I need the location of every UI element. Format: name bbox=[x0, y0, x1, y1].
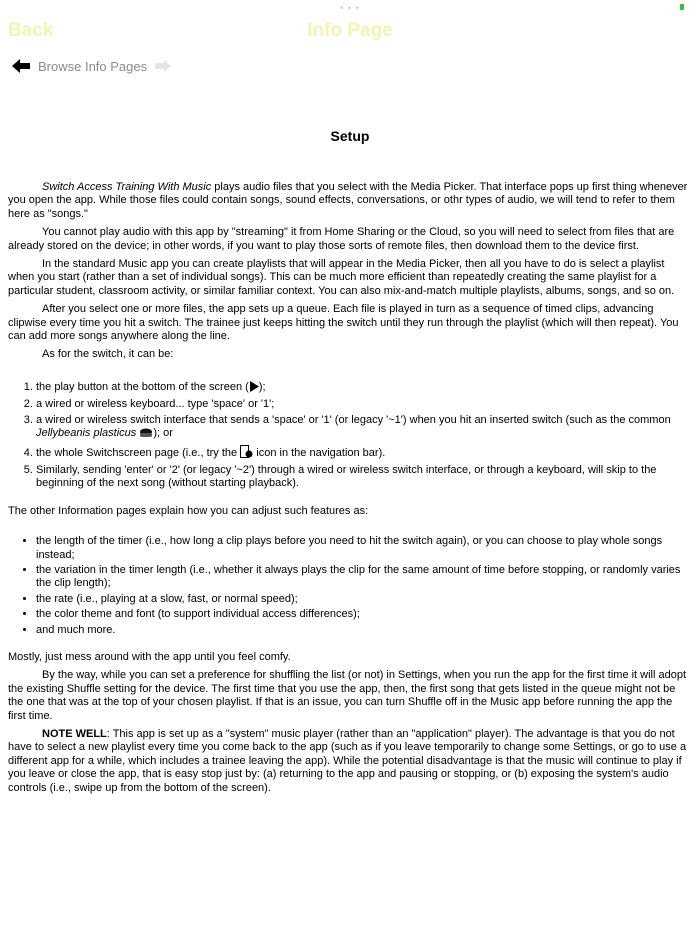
list-item: • the variation in the timer length (i.e., whether it always plays the clip for the same amount of time before stopping, or randomly varies the clip length); bbox=[36, 564, 692, 591]
nav-title: Info Page bbox=[307, 20, 393, 41]
arrow-right-icon[interactable] bbox=[155, 60, 171, 72]
switchscreen-icon bbox=[240, 445, 253, 462]
info-page-content bbox=[8, 128, 692, 800]
nav-back-button[interactable]: Back bbox=[8, 20, 54, 41]
note-well-paragraph: NOTE WELL: This app is set up as a "system" music player (rather than an "application" player). The advantage is that you do not have to select a new playlist every time you come back to the app (such as if you leave temporarily to change some Settings, or go to use a different app for a while, which includes a trainee leaving the app). While the potential disadvantage is that the music will continue to play if you leave or close the app, that is easy stop just by: (a) returning to the app and pausing or stopping, or (b) exposing the system's audio controls (i.e., swipe up from the bottom of the screen). bbox=[8, 728, 687, 794]
mostly-paragraph: Mostly, just mess around with the app until you feel comfy. bbox=[8, 650, 291, 663]
queue-paragraph: After you select one or more files, the app sets up a queue. Each file is played in turn as a sequence of timed clips, advancing clipwise every time you hit a switch. The trainee just keeps hitting the switch until they run through the playlist (which will then repeat). You can add more songs anywhere along the line. bbox=[8, 303, 679, 343]
list-item: 4. the whole Switchscreen page (i.e., try the icon in the navigation bar). bbox=[36, 445, 692, 462]
list-item: 2. a wired or wireless keyboard... type 'space' or '1'; bbox=[36, 398, 692, 411]
intro-paragraph: Switch Access Training With Music plays audio files that you select with the Media Picker. That interface pops up first thing whenever you open the app. While those files could contain songs, sound effects, conversations, or othr types of audio, we will tend to refer to them here as "songs." bbox=[8, 181, 688, 220]
note-well-label: NOTE WELL bbox=[42, 728, 107, 740]
switch-options-list bbox=[8, 381, 692, 491]
jellybean-switch-icon bbox=[139, 428, 153, 442]
list-item: • and much more. bbox=[36, 624, 692, 637]
shuffle-paragraph: By the way, while you can set a preference for shuffling the list (or not) in Settings, when you run the app for the first time it will adopt the existing Shuffle setting for the device. The first time that you use the app, then, the first song that gets listed in the queue might not be the one that was at the top of your chosen playlist. If that is an issue, you can turn Shuffle off in the Music app before running the app the first time. bbox=[8, 669, 687, 722]
status-bar-dots: • • • bbox=[340, 3, 360, 13]
streaming-paragraph: You cannot play audio with this app by "streaming" it from Home Sharing or the Cloud, so you will need to select from files that are already stored on the device; in other words, if you want to play those sorts of remote files, then download them to the device first. bbox=[8, 226, 675, 252]
list-item: • the rate (i.e., playing at a slow, fast, or normal speed); bbox=[36, 593, 692, 606]
switch-intro-paragraph: As for the switch, it can be: bbox=[42, 348, 174, 361]
browse-info-pages-label: Browse Info Pages bbox=[38, 58, 148, 74]
battery-icon bbox=[680, 4, 684, 10]
list-item: • the length of the timer (i.e., how long a clip plays before you need to hit the switch again), or you can choose to play whole songs instead; bbox=[36, 535, 692, 562]
page-title: Setup bbox=[330, 128, 370, 144]
list-item: 5. Similarly, sending 'enter' or '2' (or legacy '~2') through a wired or wireless switch interface, or through a keyboard, will skip to the beginning of the next song (without starting playback). bbox=[36, 464, 692, 491]
app-name: Switch Access Training With Music bbox=[42, 181, 212, 193]
play-icon bbox=[249, 381, 259, 396]
list-item: 3. a wired or wireless switch interface that sends a 'space' or '1' (or legacy '~1') when you hit an inserted switch (such as the common Jellybeanis plasticus ); or bbox=[36, 414, 692, 443]
playlists-paragraph: In the standard Music app you can create playlists that will appear in the Media Picker, then all you have to do is select a playlist when you start (rather than a set of individual songs). This can be much more efficient than repeatedly creating the same playlist for a particular student, classroom activity, or similar familiar context. You can also mix-and-match multiple playlists, albums, songs, and so on. bbox=[8, 258, 675, 297]
arrow-left-icon[interactable] bbox=[12, 59, 30, 73]
features-list bbox=[8, 535, 692, 637]
list-item: • the color theme and font (to support individual access differences); bbox=[36, 608, 692, 621]
browse-info-pages-bar bbox=[12, 56, 171, 76]
list-item: 1. the play button at the bottom of the screen ( ); bbox=[36, 381, 692, 396]
other-pages-paragraph: The other Information pages explain how you can adjust such features as: bbox=[8, 504, 369, 517]
